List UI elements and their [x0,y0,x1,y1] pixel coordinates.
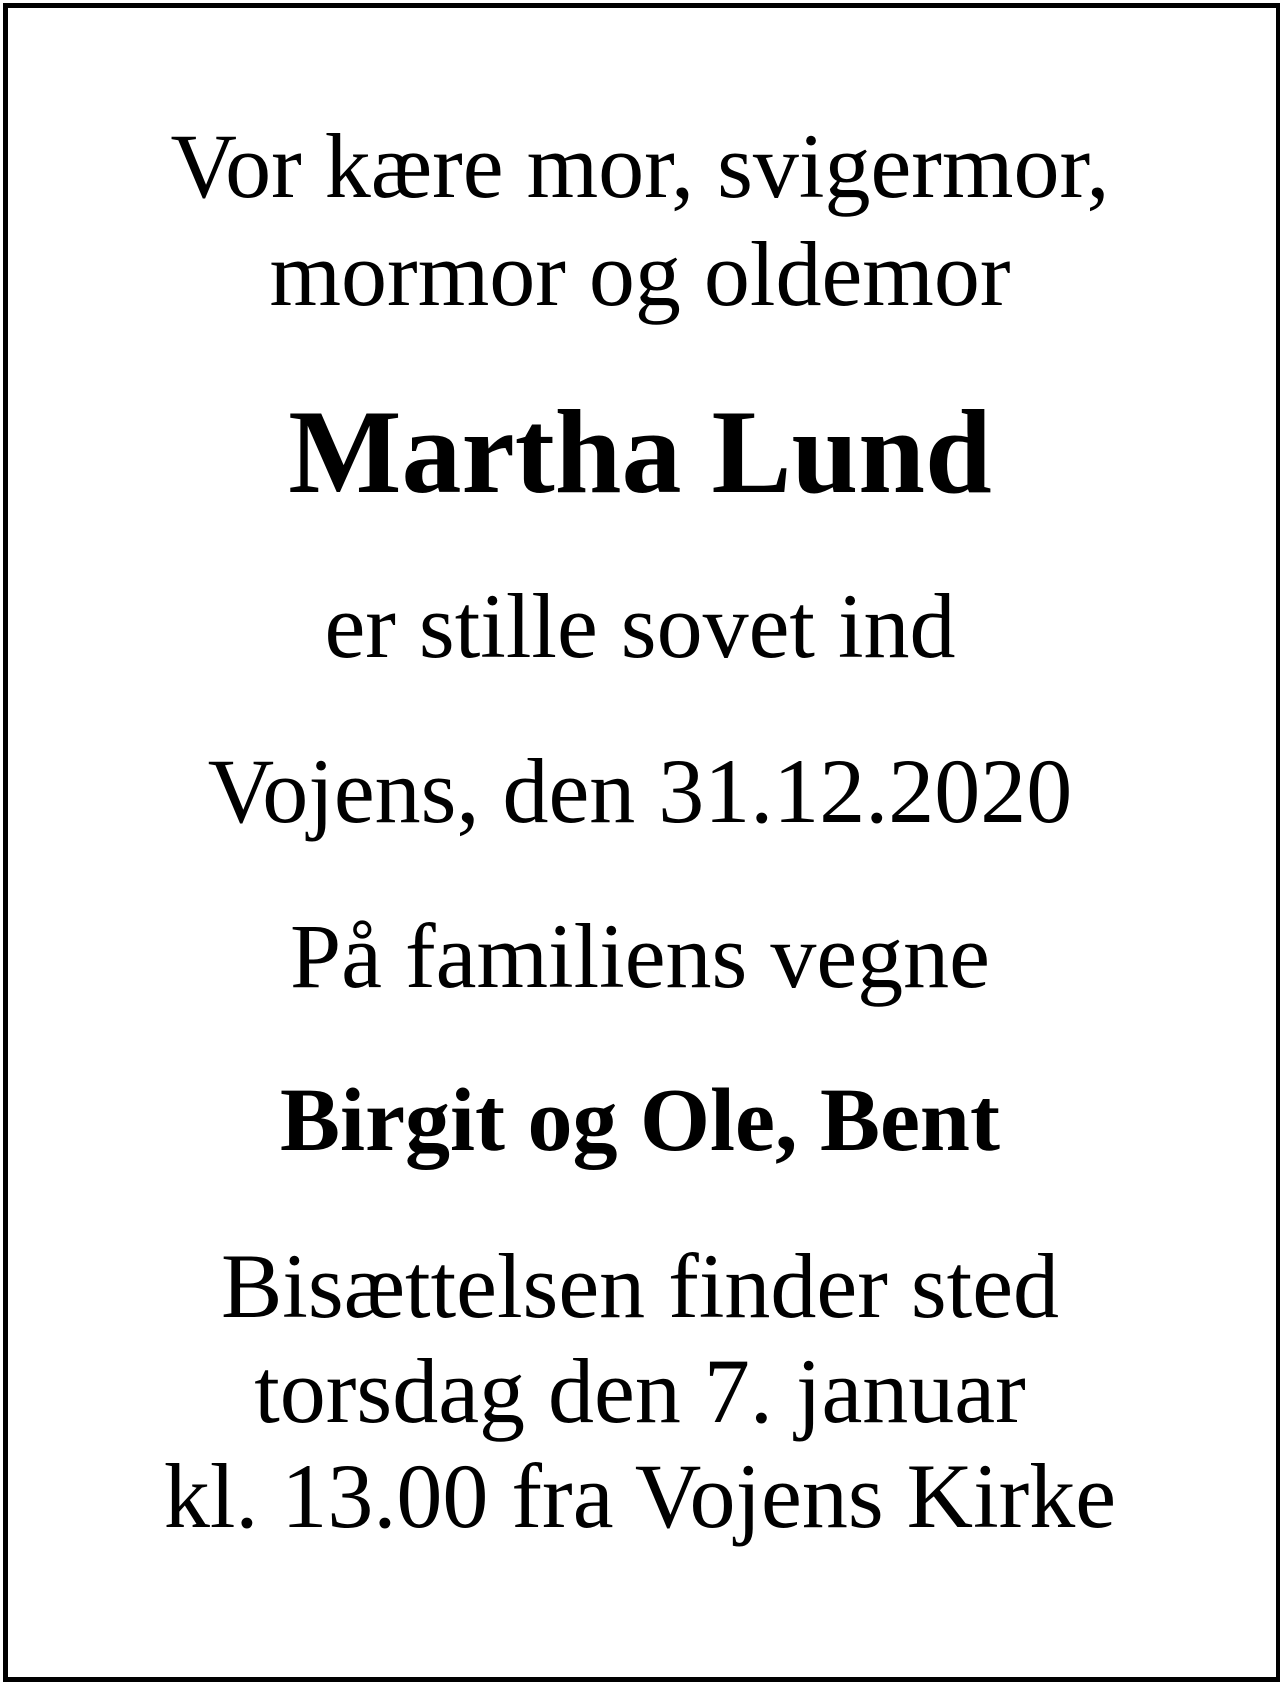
intro-line-2: mormor og oldemor [269,223,1011,325]
deceased-name: Martha Lund [288,385,992,518]
funeral-line-3: kl. 13.00 fra Vojens Kirke [163,1445,1117,1547]
intro-line-1: Vor kære mor, svigermor, [170,115,1110,217]
on-behalf-text: På familiens vegne [289,905,991,1007]
place-date: Vojens, den 31.12.2020 [207,740,1073,842]
passed-text: er stille sovet ind [324,575,956,677]
funeral-line-2: torsdag den 7. januar [254,1340,1026,1442]
family-names: Birgit og Ole, Bent [280,1071,1000,1170]
funeral-line-1: Bisættelsen finder sted [220,1235,1060,1337]
